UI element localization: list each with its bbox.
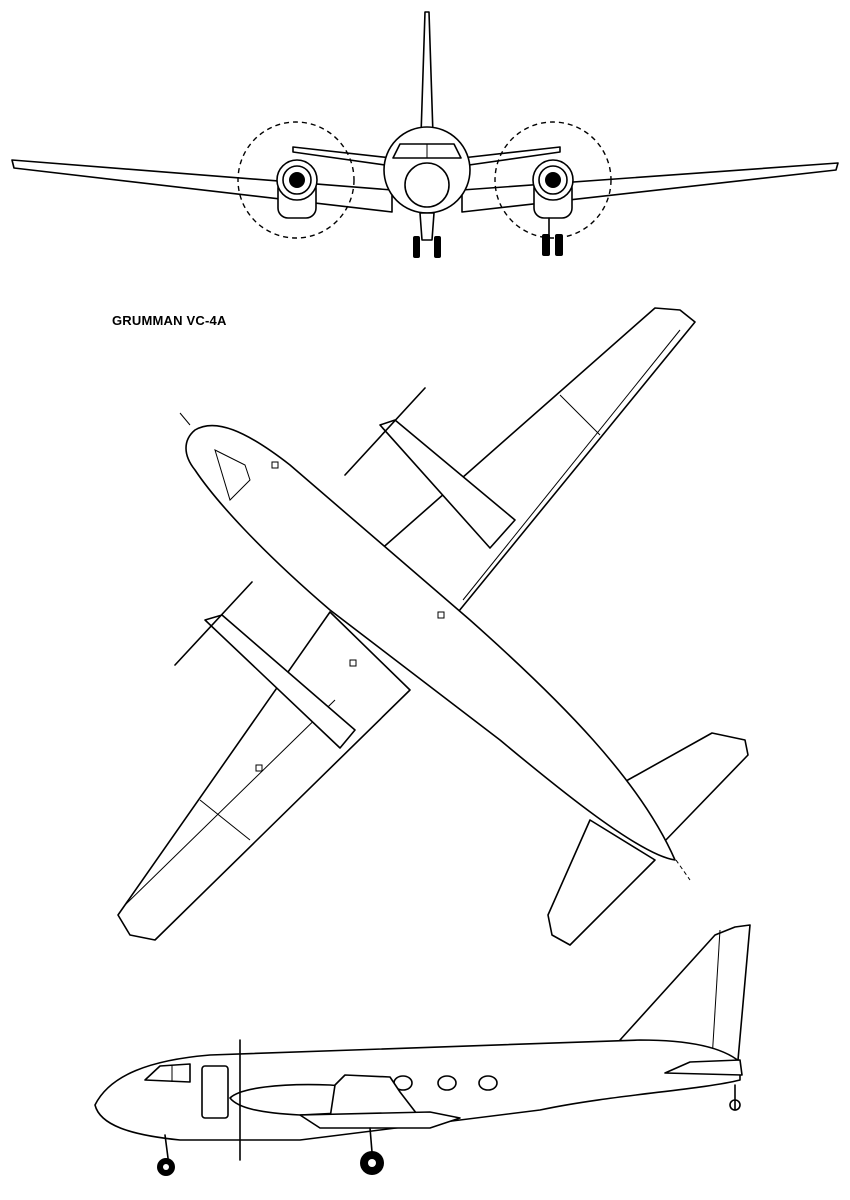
side-view xyxy=(95,925,750,1176)
front-view-fuselage xyxy=(384,127,470,213)
plan-view xyxy=(118,308,748,945)
side-view-door xyxy=(202,1066,228,1118)
front-view-fin xyxy=(421,12,433,135)
side-view-window xyxy=(438,1076,456,1090)
side-view-wing xyxy=(300,1112,460,1128)
side-view-window xyxy=(479,1076,497,1090)
front-view-left-wing xyxy=(12,160,392,212)
aircraft-title: GRUMMAN VC-4A xyxy=(112,313,227,328)
front-view xyxy=(12,12,838,258)
front-view-right-main-gear xyxy=(542,234,550,256)
front-view-nose-gear xyxy=(420,213,434,240)
front-view-right-wing xyxy=(462,163,838,212)
